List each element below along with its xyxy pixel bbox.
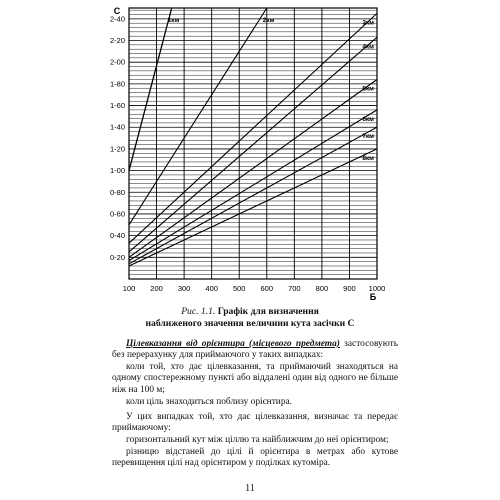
series-line [129,8,172,171]
x-axis-label: Б [369,292,377,300]
figure-title-line1: Графік для визначення [217,306,319,317]
series-line [129,13,377,243]
series-line [129,110,377,261]
series-label: 2км [262,17,275,24]
x-tick-label: 100 [122,284,136,293]
x-tick-label: 600 [260,284,274,293]
paragraph-distance-difference: різницю відстаней до цілі й орієнтира в метрах або кутове перевищення цілі над орієнтиром у поділках кутоміра. [112,447,398,469]
x-tick-label: 400 [205,284,218,293]
figure-caption-line1 [0,306,500,317]
paragraph-case-1: коли той, хто дає цілевказання, та приймаючий знаходяться на одному спостережному пункті або віддалені один від одного не більше ніж на 100 м; [112,362,398,395]
figure-caption-line2 [0,318,500,329]
series-label: 1км [167,17,180,24]
y-tick-label: 1-00 [109,166,125,176]
y-tick-label: 1-40 [109,122,125,132]
x-tick-label: 800 [315,284,329,293]
x-tick-label: 200 [150,284,163,293]
y-tick-label: 2-40 [109,14,125,24]
paragraph-emphasis: Цілевказання від орієнтира (місцевого предмета) [126,339,340,349]
y-tick-label: 0-60 [109,209,125,219]
figure-title-line2: наближеного значення величини кута засічки С [145,318,355,329]
y-axis-label: С [113,6,121,16]
page-number: 11 [245,483,255,494]
paragraph-cases-intro: У цих випадках той, хто дає цілевказання, визначає та передає приймаючому: [112,412,398,434]
x-tick-label: 900 [343,284,356,293]
paragraph-horizontal-angle: горизонтальний кут між ціллю та найближчим до неї орієнтиром; [126,435,389,445]
series-label: 8км [362,154,374,162]
y-tick-label: 0-40 [109,231,125,241]
x-tick-label: 1000 [368,284,386,293]
y-tick-label: 1-80 [109,79,125,89]
paragraph-target-designation [112,339,398,362]
paragraph-case-2: коли ціль знаходиться поблизу орієнтира. [126,397,293,407]
y-tick-label: 1-20 [109,144,125,154]
y-tick-label: 2-00 [109,57,125,67]
figure-label: Рис. 1.1. [181,306,216,317]
y-tick-label: 0-20 [109,252,125,262]
chart-series [129,8,377,266]
series-label: 5км [362,85,374,93]
series-line [129,127,377,264]
y-tick-label: 1-60 [109,101,125,111]
x-tick-label: 700 [288,284,301,293]
series-label: 4км [362,43,374,51]
x-tick-label: 300 [177,284,191,293]
series-line [129,80,377,258]
y-tick-label: 2-20 [109,36,125,45]
x-tick-label: 500 [232,284,246,293]
series-label: 6км [362,115,374,123]
series-label: 7км [362,133,374,141]
y-tick-label: 0-80 [109,187,125,197]
series-label: 3км [362,19,374,27]
paragraph-rest: застосовують без перерахунку для приймаючого у таких випадках: [112,339,398,361]
